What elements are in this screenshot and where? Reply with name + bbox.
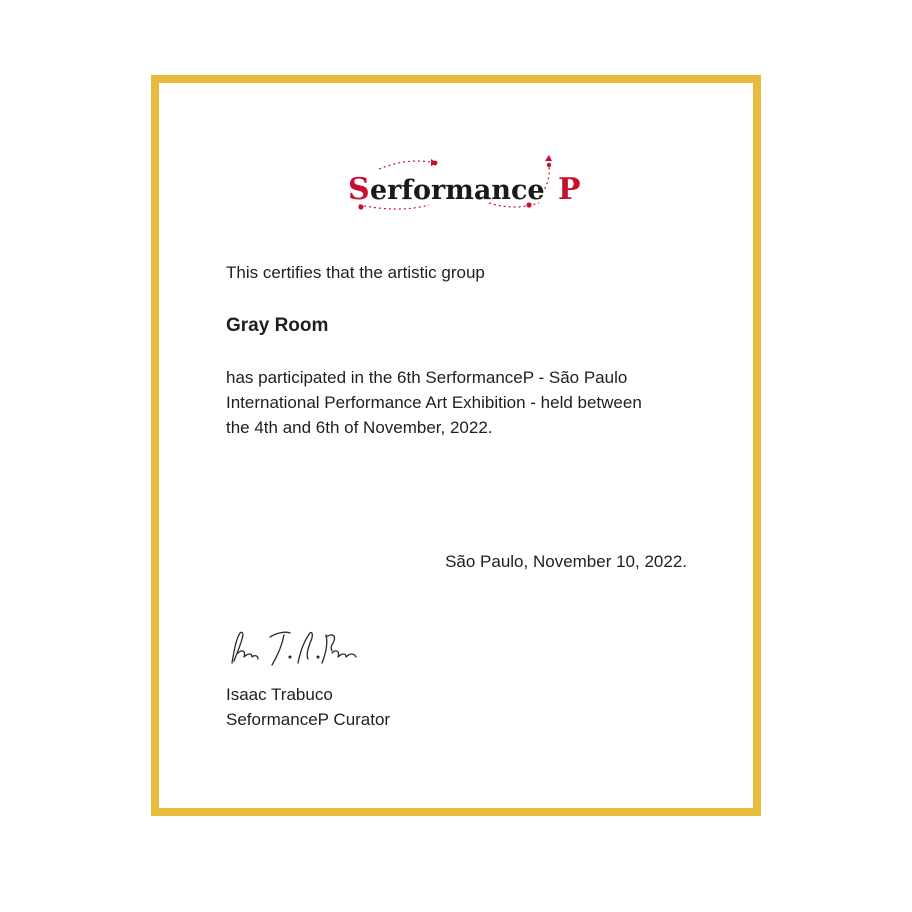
handwritten-signature: [226, 623, 366, 669]
certificate-body-line: the 4th and 6th of November, 2022.: [226, 418, 493, 437]
logo-letter-p: P: [558, 172, 581, 207]
signatory-title: SeformanceP Curator: [226, 710, 391, 729]
logo-letter-s: S: [348, 172, 370, 207]
place-and-date: São Paulo, November 10, 2022.: [445, 552, 687, 571]
signatory-name: Isaac Trabuco: [226, 685, 333, 704]
logo-word: erformance: [370, 175, 545, 206]
certificate-frame: [151, 75, 761, 816]
certificate-body: [226, 365, 642, 440]
group-name: Gray Room: [226, 315, 329, 336]
certificate-body-line: International Performance Art Exhibition - held between: [226, 393, 642, 412]
certificate-intro: This certifies that the artistic group: [226, 263, 485, 282]
certificate-body-line: has participated in the 6th SerformanceP - São Paulo: [226, 368, 628, 387]
serformancep-logo: [339, 153, 589, 215]
